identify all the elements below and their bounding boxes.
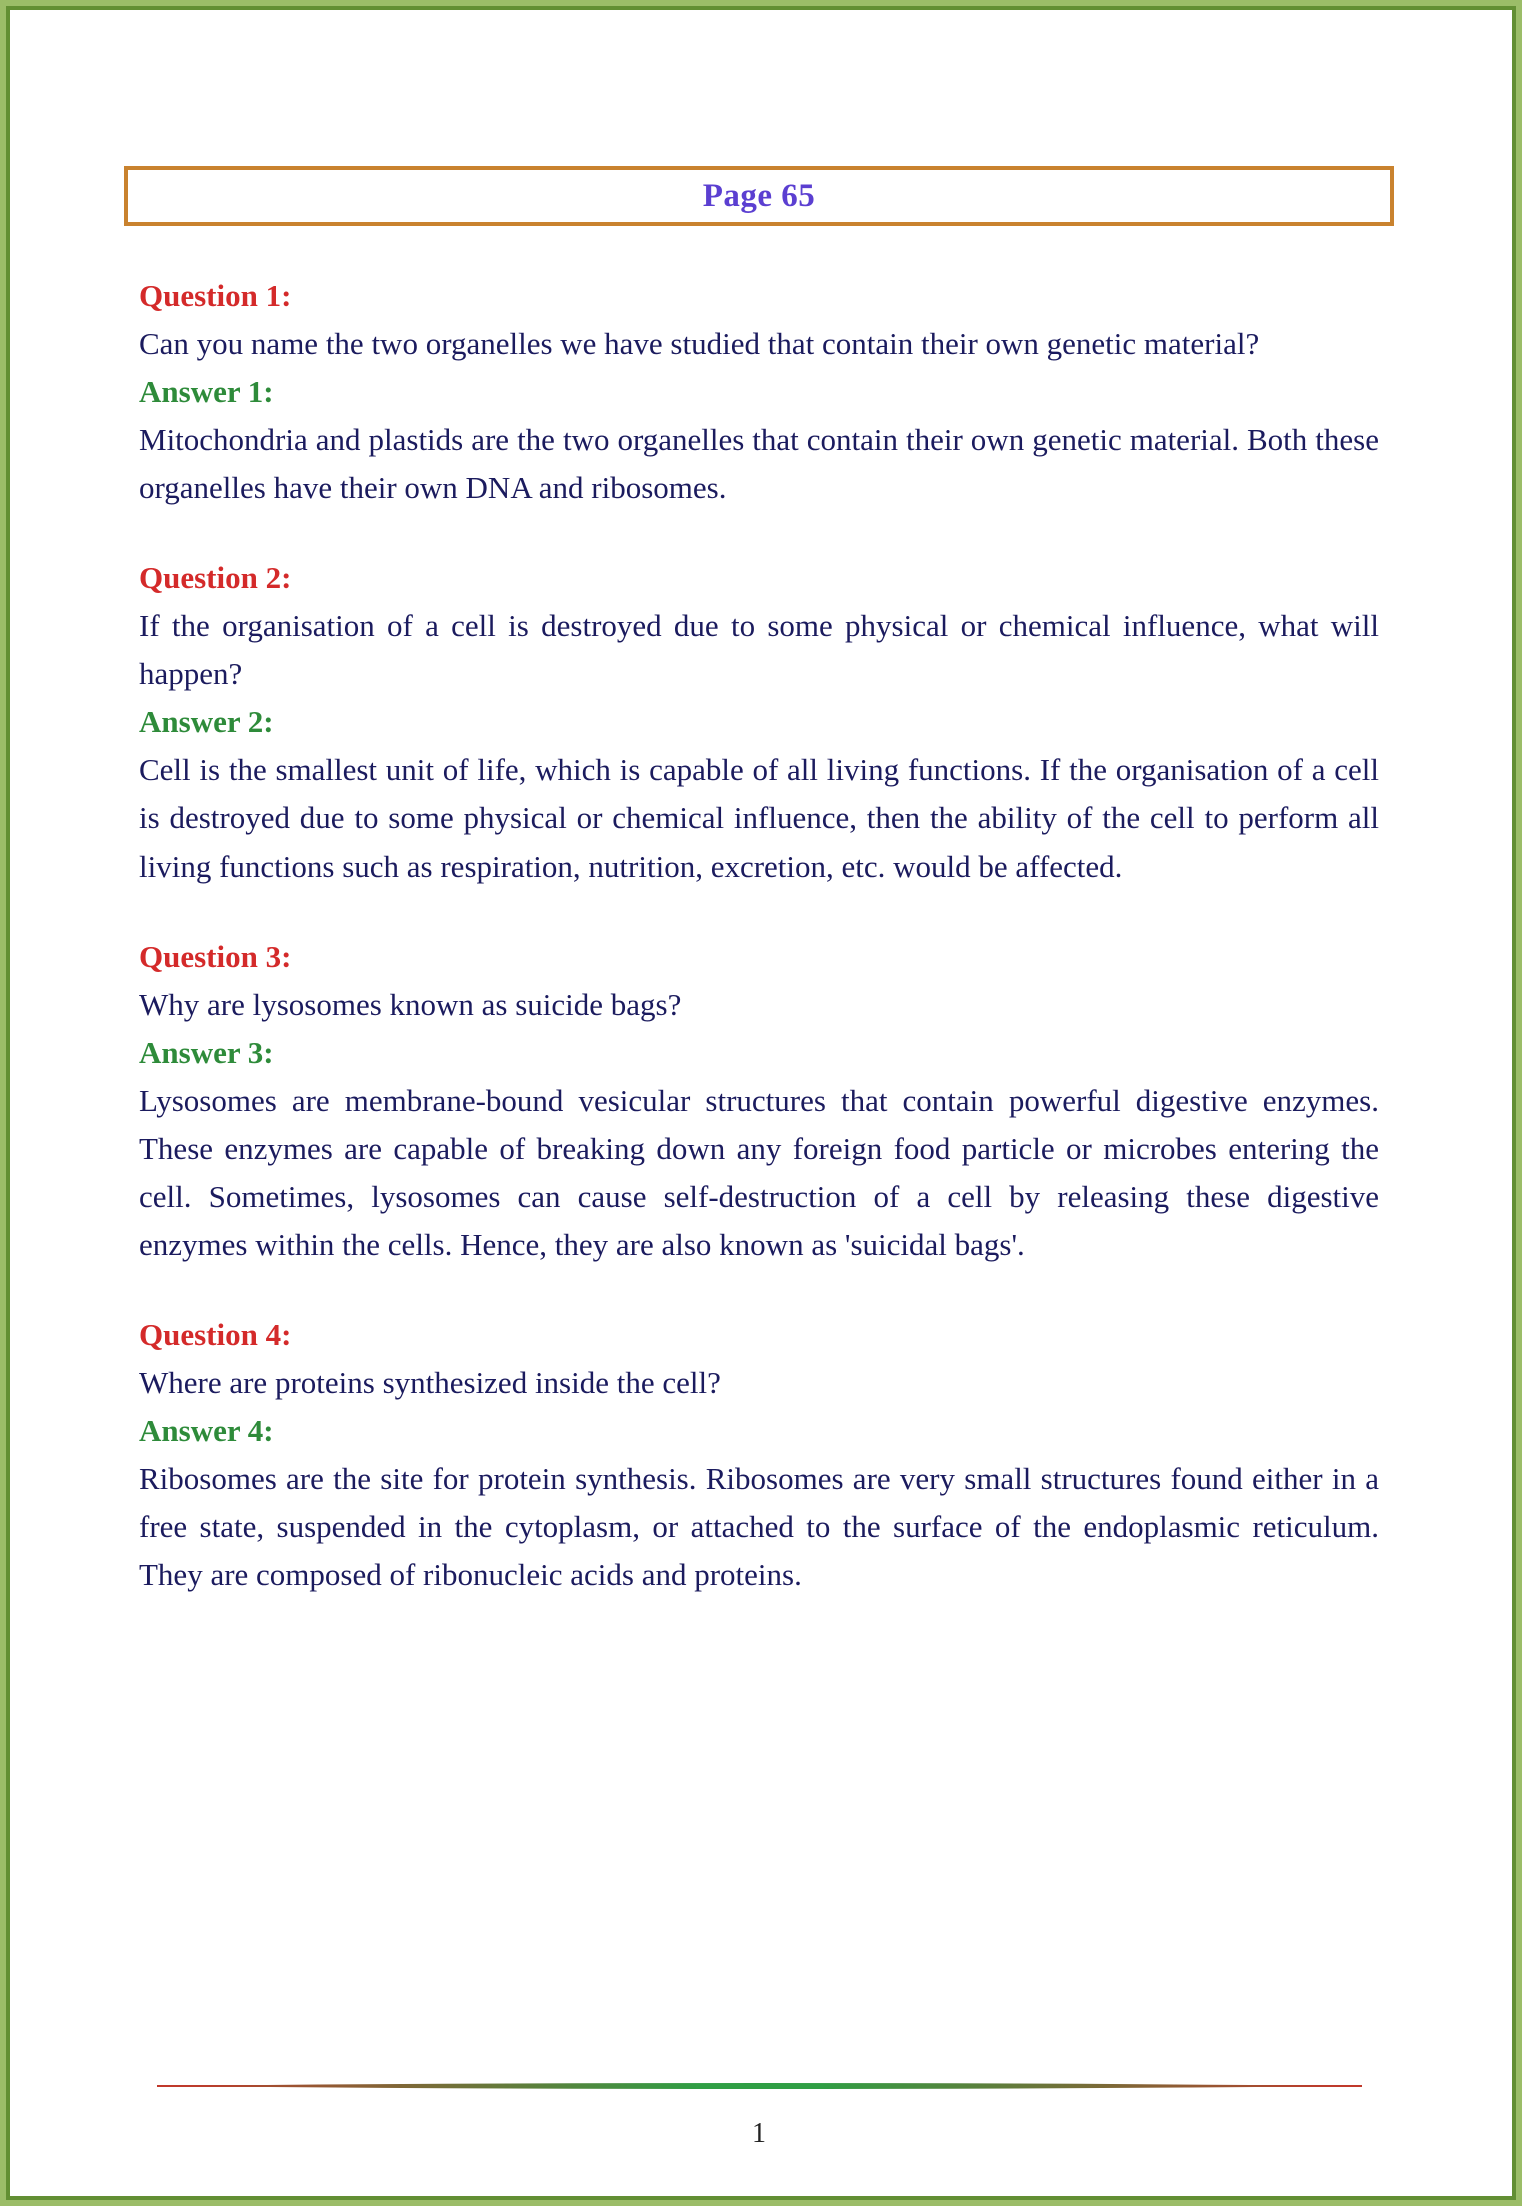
decorative-divider [157,2080,1362,2092]
answer-text: Lysosomes are membrane-bound vesicular structures that contain powerful digestive enzymes. These enzymes are capable of breaking down any foreign food particle or microbes entering the cell. Sometimes, lysosomes can cause self-destruction of a cell by releasing these digestive enzymes within the cells. Hence, they are also known as 'suicidal bags'. [139,1082,1379,1262]
qa-block-4 [139,1311,1379,1599]
question-text: Can you name the two organelles we have studied that contain their own genetic material? [139,326,1260,362]
answer-label: Answer 2: [139,704,274,740]
answer-text: Ribosomes are the site for protein synthesis. Ribosomes are very small structures found either in a free state, suspended in the cytoplasm, or attached to the surface of the endoplasmic reticulum. They are composed of ribonucleic acids and proteins. [139,1461,1379,1593]
question-label: Question 2: [139,560,292,596]
vertical-spacer [139,1641,1379,2080]
answer-label: Answer 3: [139,1034,274,1070]
divider-lens-icon [157,2080,1362,2092]
answer-text: Cell is the smallest unit of life, which is capable of all living functions. If the organisation of a cell is destroyed due to some physical or chemical influence, then the ability of the cell to perform all living functions such as respiration, nutrition, excretion, etc. would be affected. [139,752,1379,884]
question-label: Question 3: [139,938,292,974]
question-label: Question 1: [139,278,292,313]
question-text: Why are lysosomes known as suicide bags? [139,986,682,1022]
answer-text: Mitochondria and plastids are the two organelles that contain their own genetic material. Both these organelles have their own DNA and ribosomes. [139,422,1379,506]
qa-block-2 [139,554,1379,890]
page-number: 1 [752,2118,766,2149]
answer-label: Answer 1: [139,374,274,410]
qa-content [139,272,1379,1641]
page-title: Page 65 [702,177,816,214]
answer-label: Answer 4: [139,1412,274,1448]
page-header-box [124,166,1394,226]
question-text: Where are proteins synthesized inside the cell? [139,1364,721,1400]
question-label: Question 4: [139,1316,292,1352]
question-text: If the organisation of a cell is destroyed due to some physical or chemical influence, what will happen? [139,608,1379,692]
page-footer [139,2080,1379,2150]
qa-block-3 [139,933,1379,1269]
qa-block-1 [139,272,1379,512]
